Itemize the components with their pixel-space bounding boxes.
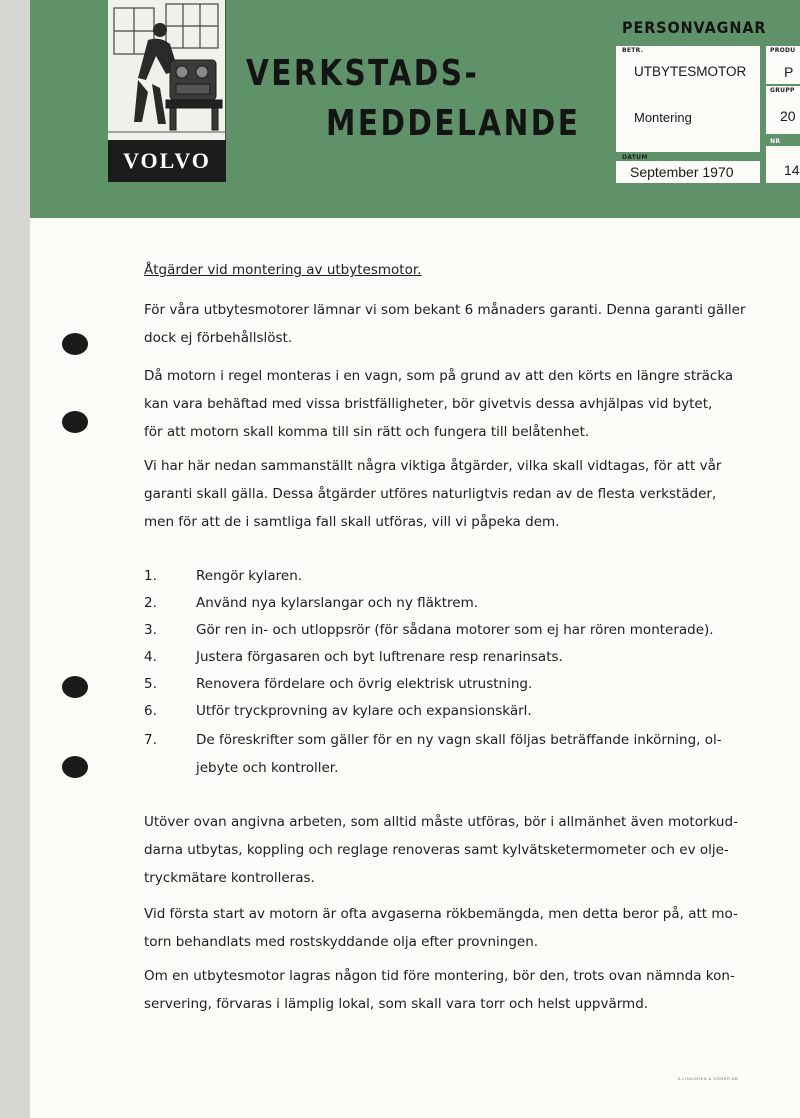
para2-line: för att motorn skall komma till sin rätt och fungera till belåtenhet. bbox=[144, 424, 590, 440]
list-item: Renovera fördelare och övrig elektrisk utrustning. bbox=[196, 676, 533, 692]
list-number: 1. bbox=[144, 568, 157, 584]
datum-label: DATUM bbox=[622, 154, 648, 161]
mechanic-drawing bbox=[108, 0, 226, 140]
para5-line: Vid första start av motorn är ofta avgaserna rökbemängda, men detta beror på, att mo- bbox=[144, 906, 738, 922]
list-number: 5. bbox=[144, 676, 157, 692]
list-item: Justera förgasaren och byt luftrenare resp renarinsats. bbox=[196, 649, 563, 665]
punch-hole bbox=[62, 333, 88, 355]
group-value: 20 bbox=[780, 108, 796, 124]
punch-hole bbox=[62, 756, 88, 778]
para5-line: torn behandlats med rostskyddande olja efter provningen. bbox=[144, 934, 539, 950]
punch-hole bbox=[62, 411, 88, 433]
volvo-logo bbox=[108, 140, 226, 182]
list-number: 4. bbox=[144, 649, 157, 665]
printer-imprint: A.LINDGREN & SÖNER AB bbox=[677, 1076, 738, 1081]
list-number: 3. bbox=[144, 622, 157, 638]
para2-line: kan vara behäftad med vissa bristfälligheter, bör givetvis dessa avhjälpas vid bytet, bbox=[144, 396, 713, 412]
nr-label: NR bbox=[770, 138, 781, 145]
para3-line: Vi har här nedan sammanställt några viktiga åtgärder, vilka skall vidtagas, för att vår bbox=[144, 458, 722, 474]
subject-box bbox=[616, 46, 760, 152]
product-value: P bbox=[784, 64, 794, 80]
list-item-continued: jebyte och kontroller. bbox=[196, 760, 339, 776]
para3-line: garanti skall gälla. Dessa åtgärder utföres naturligtvis redan av de flesta verkstäder, bbox=[144, 486, 717, 502]
grupp-label: GRUPP bbox=[770, 87, 795, 94]
para6-line: Om en utbytesmotor lagras någon tid före montering, bör den, trots ovan nämnda kon- bbox=[144, 968, 735, 984]
para1-line: För våra utbytesmotorer lämnar vi som bekant 6 månaders garanti. Denna garanti gäller bbox=[144, 302, 746, 318]
list-item: Utför tryckprovning av kylare och expansionskärl. bbox=[196, 703, 532, 719]
subject-subvalue: Montering bbox=[634, 110, 692, 125]
list-number: 7. bbox=[144, 732, 157, 748]
brand-name: VOLVO bbox=[123, 148, 211, 173]
para4-line: tryckmätare kontrolleras. bbox=[144, 870, 315, 886]
subject-value: UTBYTESMOTOR bbox=[634, 64, 747, 79]
list-item: Gör ren in- och utloppsrör (för sådana motorer som ej har rören monterade). bbox=[196, 622, 714, 638]
list-item: De föreskrifter som gäller för en ny vagn skall följas beträffande inkörning, ol- bbox=[196, 732, 722, 748]
para4-line: darna utbytas, koppling och reglage renoveras samt kylvätsketermometer och ev olje- bbox=[144, 842, 729, 858]
list-item: Använd nya kylarslangar och ny fläktrem. bbox=[196, 595, 479, 611]
para1-line: dock ej förbehållslöst. bbox=[144, 330, 293, 346]
number-value: 14 bbox=[784, 162, 800, 178]
title-line-1: VERKSTADS- bbox=[246, 53, 480, 94]
title-line-2: MEDDELANDE bbox=[326, 103, 581, 144]
para2-line: Då motorn i regel monteras i en vagn, som på grund av att den körts en längre sträcka bbox=[144, 368, 734, 384]
para4-line: Utöver ovan angivna arbeten, som alltid måste utföras, bör i allmänhet även motorkud- bbox=[144, 814, 738, 830]
list-item: Rengör kylaren. bbox=[196, 568, 303, 584]
betr-label: BETR. bbox=[622, 47, 644, 54]
document-heading: Åtgärder vid montering av utbytesmotor. bbox=[144, 262, 422, 278]
mechanic-illustration bbox=[108, 0, 226, 140]
category-label: PERSONVAGNAR bbox=[622, 18, 767, 37]
para6-line: servering, förvaras i lämplig lokal, som skall vara torr och helst uppvärmd. bbox=[144, 996, 649, 1012]
list-number: 6. bbox=[144, 703, 157, 719]
date-value: September 1970 bbox=[630, 164, 734, 180]
para3-line: men för att de i samtliga fall skall utföras, vill vi påpeka dem. bbox=[144, 514, 560, 530]
list-number: 2. bbox=[144, 595, 157, 611]
publication-title bbox=[246, 53, 616, 156]
produkt-label: PRODU bbox=[770, 47, 796, 54]
punch-hole bbox=[62, 676, 88, 698]
